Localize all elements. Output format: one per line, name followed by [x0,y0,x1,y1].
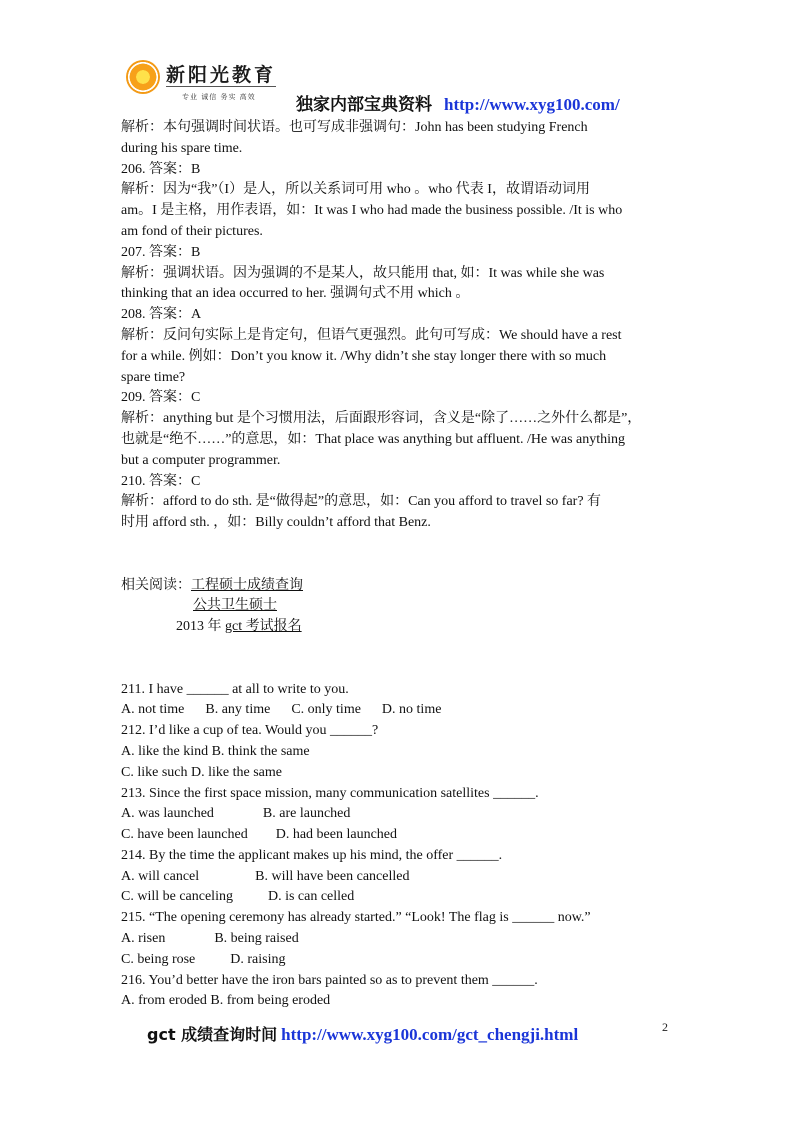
answer-line: am fond of their pictures. [121,223,263,239]
question-line: C. being rose D. raising [121,951,286,967]
answer-line: 208. 答案：A [121,307,202,323]
header-url-link[interactable]: http://www.xyg100.com/ [444,95,620,114]
related-reading-label: 相关阅读： [121,577,191,593]
answer-line: 210. 答案：C [121,473,201,489]
question-line: 214. By the time the applicant makes up his mind, the offer ______. [121,847,503,863]
related-reading-row [121,576,677,597]
related-reading-row [121,596,677,617]
logo-divider [166,86,276,87]
question-line: 216. You’d better have the iron bars painted so as to prevent them ______. [121,972,538,988]
footer-url-link[interactable]: http://www.xyg100.com/gct_chengji.html [281,1025,579,1044]
question-line: C. like such D. like the same [121,764,282,780]
question-line: 213. Since the first space mission, many communication satellites ______. [121,785,539,801]
answer-line: for a while. 例如：Don’t you know it. /Why didn’t she stay longer there with so much [121,348,607,364]
answer-line: 207. 答案：B [121,244,201,260]
question-line: 215. “The opening ceremony has already started.” “Look! The flag is ______ now.” [121,910,591,926]
answer-line: 解析：本句强调时间状语。也可写成非强调句：John has been studying French [121,120,588,135]
logo-sun-icon [126,60,160,94]
question-line: A. not time B. any time C. only time D. no time [121,702,442,718]
related-link-engineering-master[interactable]: 工程硕士成绩查询 [191,577,303,593]
related-year-prefix: 2013 年 [176,619,225,635]
answer-line: am。I 是主格，用作表语，如：It was I who had made the business possible. /It is who [121,203,623,219]
answer-line: 209. 答案：C [121,390,201,406]
answer-line: 解析：因为“我”（I）是人，所以关系词可用 who 。who 代表 I，故谓语动词用 [121,182,590,198]
question-line: A. will cancel B. will have been cancelled [121,868,410,884]
question-line: A. was launched B. are launched [121,806,351,822]
logo-title: 新阳光教育 [166,64,277,86]
answer-line: 206. 答案：B [121,161,201,177]
answer-line: 时用 afford sth. ，如：Billy couldn’t afford that Benz. [121,515,431,531]
question-line: A. like the kind B. think the same [121,743,310,759]
answer-line: 也就是“绝不……”的意思，如：That place was anything but affluent. /He was anything [121,431,626,447]
answer-line: 解析：afford to do sth. 是“做得起”的意思，如：Can you afford to travel so far? 有 [121,494,602,510]
related-link-public-health-master[interactable]: 公共卫生硕士 [193,598,277,614]
answer-line: thinking that an idea occurred to her. 强调句式不用 which 。 [121,286,470,302]
question-line: 211. I have ______ at all to write to you. [121,681,349,697]
question-line: C. will be canceling D. is can celled [121,889,355,905]
page-number: 2 [662,1020,668,1034]
question-line: C. have been launched D. had been launched [121,827,398,843]
footer-label: gct 成绩查询时间 [147,1025,278,1044]
related-reading-row [121,617,677,638]
answer-line: 解析：强调状语。因为强调的不是某人，故只能用 that, 如：It was while she was [121,265,605,281]
question-line: 212. I’d like a cup of tea. Would you ______? [121,723,379,739]
answer-line: 解析：反问句实际上是肯定句，但语气更强烈。此句可写成：We should have a rest [121,327,622,343]
header-tagline: 独家内部宝典资料 [296,95,432,115]
answer-line: 解析：anything but 是个习惯用法，后面跟形容词，含义是“除了……之外什么都是”， [121,411,642,427]
logo-slogan: 专业 诚信 务实 高效 [182,93,256,101]
document-body [121,118,677,1012]
page-header [120,56,680,118]
page-footer [147,1022,578,1045]
answer-line: but a computer programmer. [121,452,281,468]
question-line: A. from eroded B. from being eroded [121,993,331,1009]
related-link-gct-registration[interactable]: gct 考试报名 [225,619,302,635]
answer-line: spare time? [121,369,186,385]
header-tagline-group [296,90,620,115]
question-line: A. risen B. being raised [121,931,299,947]
answer-line: during his spare time. [121,140,243,156]
